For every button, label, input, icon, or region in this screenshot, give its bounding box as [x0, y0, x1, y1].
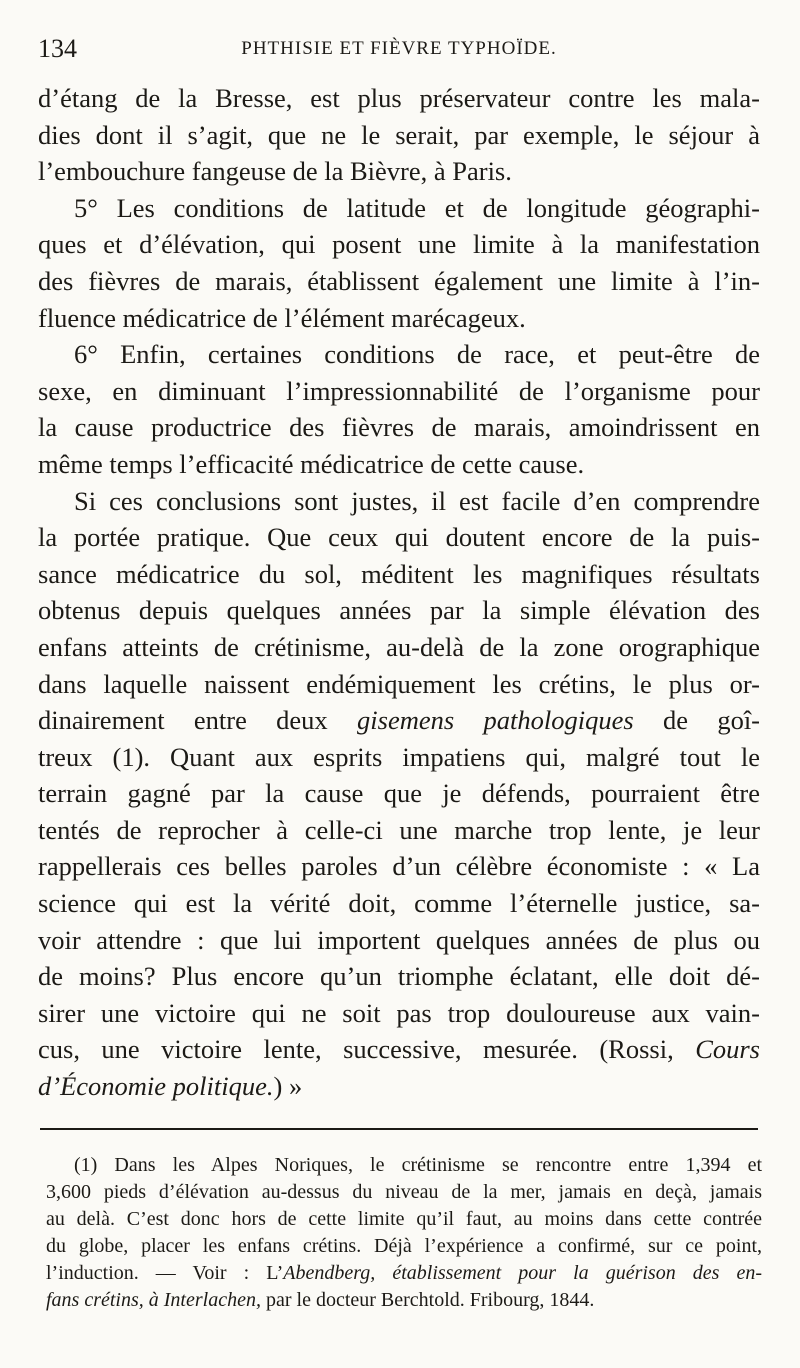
text-line: dies dont il s’agit, que ne le serait, par exemple, le séjour à [38, 119, 760, 150]
italic-phrase: fans crétins, à Interlachen, [46, 1289, 261, 1311]
text-line: des fièvres de marais, établissent également une limite à l’in- [38, 265, 760, 296]
text-line: obtenus depuis quelques années par la simple élévation des [38, 595, 760, 626]
italic-phrase: Abendberg, établissement pour la guérison des en- [283, 1262, 762, 1284]
footnote-line: (1) Dans les Alpes Noriques, le crétinisme se rencontre entre 1,394 et [74, 1154, 762, 1176]
text-line-with-italic [38, 1031, 760, 1068]
footnote-line: du globe, placer les enfans crétins. Déjà l’expérience a confirmé, sur ce point, [46, 1235, 762, 1257]
page-header [38, 28, 760, 68]
footnote-line: 3,600 pieds d’élévation au-dessus du niveau de la mer, jamais en deçà, jamais [46, 1181, 762, 1203]
text-line: dans laquelle naissent endémiquement les crétins, le plus or- [38, 668, 760, 699]
italic-phrase: d’Économie politique. [38, 1071, 274, 1102]
text-line: rappellerais ces belles paroles d’un célèbre économiste : « La [38, 851, 760, 882]
text-line: enfans atteints de crétinisme, au-delà de la zone orographique [38, 631, 760, 662]
text-segment: de goî- [633, 705, 761, 736]
text-line: science qui est la vérité doit, comme l’éternelle justice, sa- [38, 888, 760, 919]
text-line: tentés de reprocher à celle-ci une marche trop lente, je leur [38, 814, 760, 845]
running-title: PHTHISIE ET FIÈVRE TYPHOÏDE. [241, 38, 557, 59]
text-line: sance médicatrice du sol, méditent les magnifiques résultats [38, 558, 760, 589]
footnote-line [46, 1260, 762, 1287]
text-line: fluence médicatrice de l’élément marécageux. [38, 302, 526, 333]
body-text [38, 80, 760, 1105]
text-line: la portée pratique. Que ceux qui doutent encore de la puis- [38, 522, 760, 553]
text-line: sexe, en diminuant l’impressionnabilité de l’organisme pour [38, 375, 760, 406]
text-line: terrain gagné par la cause que je défends, pourraient être [38, 778, 760, 809]
footnote-line [46, 1287, 762, 1314]
footnote [46, 1152, 762, 1314]
text-line: l’embouchure fangeuse de la Bièvre, à Paris. [38, 156, 512, 187]
text-segment: ) » [273, 1071, 303, 1102]
footnote-divider [40, 1128, 758, 1130]
text-line: d’étang de la Bresse, est plus préservateur contre les mala- [38, 83, 760, 113]
text-line: voir attendre : que lui importent quelques années de plus ou [38, 924, 760, 955]
text-line: treux (1). Quant aux esprits impatiens qui, malgré tout le [38, 741, 760, 772]
italic-phrase: Cours [695, 1034, 760, 1065]
text-segment: cus, une victoire lente, successive, mesurée. (Rossi, [38, 1034, 696, 1065]
text-line-with-italic [38, 702, 760, 739]
text-segment: l’induction. — Voir : L’ [46, 1262, 284, 1284]
italic-phrase: gisemens pathologiques [357, 705, 634, 736]
text-line: Si ces conclusions sont justes, il est facile d’en comprendre [74, 485, 760, 516]
text-line: même temps l’efficacité médicatrice de cette cause. [38, 448, 585, 479]
text-line: 5° Les conditions de latitude et de longitude géographi- [74, 192, 760, 223]
text-line: la cause productrice des fièvres de marais, amoindrissent en [38, 412, 760, 443]
text-line: 6° Enfin, certaines conditions de race, et peut-être de [74, 339, 760, 370]
text-segment: par le docteur Berchtold. Fribourg, 1844. [260, 1289, 595, 1311]
page-number: 134 [38, 34, 77, 63]
footnote-line: au delà. C’est donc hors de cette limite qu’il faut, au moins dans cette contrée [46, 1208, 762, 1230]
text-line-with-italic [38, 1068, 760, 1105]
text-segment: dinairement entre deux [38, 705, 358, 736]
text-line: de moins? Plus encore qu’un triomphe éclatant, elle doit dé- [38, 961, 760, 992]
text-line: sirer une victoire qui ne soit pas trop douloureuse aux vain- [38, 997, 760, 1028]
text-line: ques et d’élévation, qui posent une limite à la manifestation [38, 229, 760, 260]
